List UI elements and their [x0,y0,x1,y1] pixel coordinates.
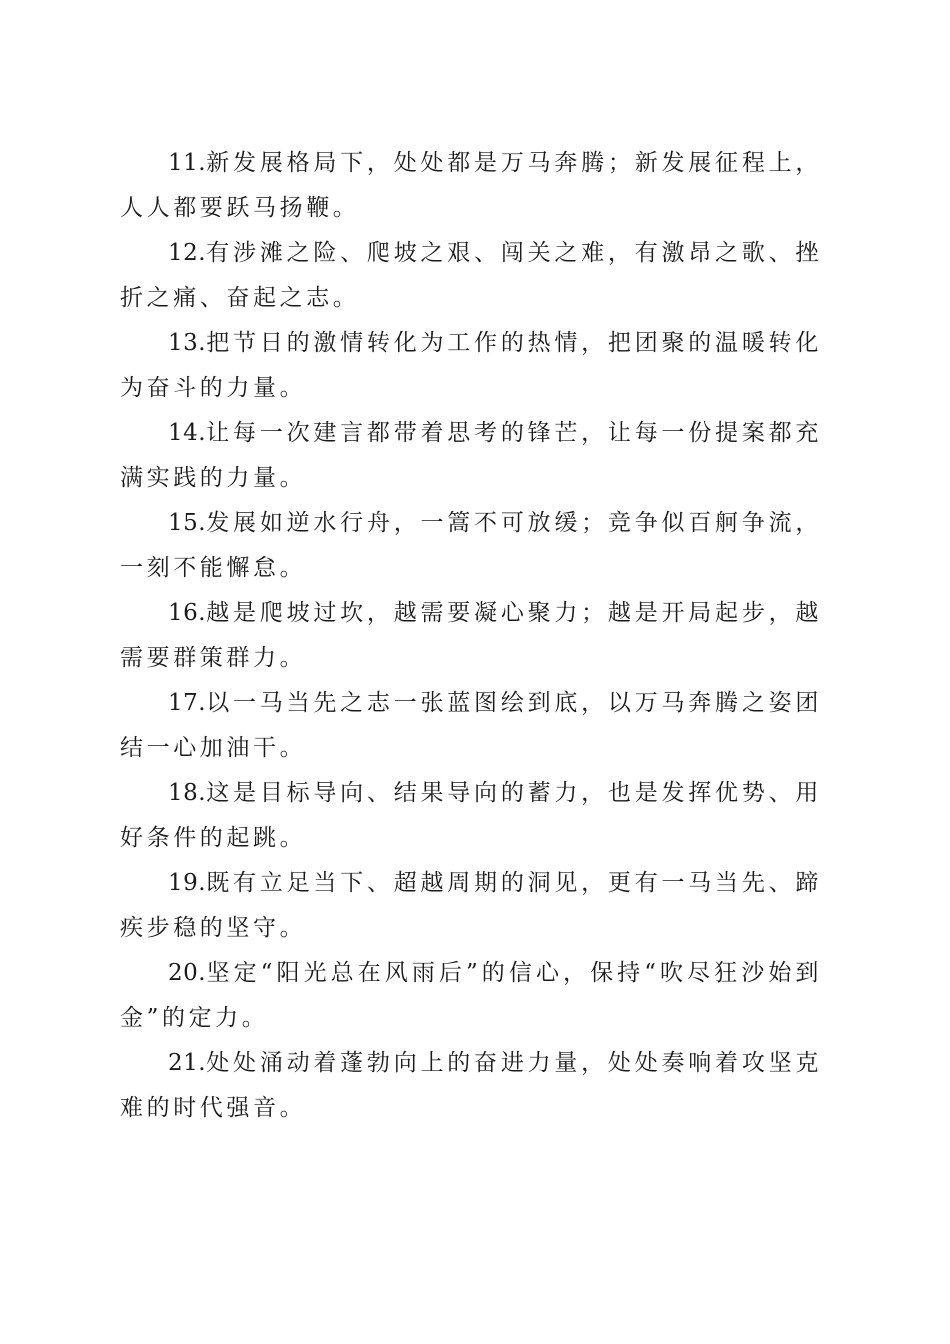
paragraph-number: 11. [168,150,207,176]
paragraph-text: 发展如逆水行舟，一篙不可放缓；竞争似百舸争流，一刻不能懈怠。 [120,510,822,581]
paragraph-text: 新发展格局下，处处都是万马奔腾；新发展征程上，人人都要跃马扬鞭。 [120,150,822,221]
paragraph-number: 17. [168,690,207,716]
paragraph-text: 这是目标导向、结果导向的蓄力，也是发挥优势、用好条件的起跳。 [120,780,822,851]
paragraph-11 [120,141,822,231]
paragraph-number: 21. [168,1050,207,1076]
paragraph-14 [120,411,822,501]
paragraph-text: 让每一次建言都带着思考的锋芒，让每一份提案都充满实践的力量。 [120,420,822,491]
paragraph-number: 15. [168,510,207,536]
paragraph-17 [120,681,822,771]
paragraph-text: 以一马当先之志一张蓝图绘到底，以万马奔腾之姿团结一心加油干。 [120,690,822,761]
paragraph-18 [120,771,822,861]
paragraph-text: 把节日的激情转化为工作的热情，把团聚的温暖转化为奋斗的力量。 [120,330,822,401]
paragraph-20 [120,951,822,1041]
paragraph-13 [120,321,822,411]
paragraph-number: 20. [168,960,207,986]
paragraph-number: 12. [168,240,207,266]
paragraph-number: 16. [168,600,207,626]
paragraph-12 [120,231,822,321]
paragraph-text: 处处涌动着蓬勃向上的奋进力量，处处奏响着攻坚克难的时代强音。 [120,1050,822,1121]
paragraph-number: 13. [168,330,207,356]
paragraph-number: 19. [168,870,207,896]
paragraph-number: 14. [168,420,207,446]
paragraph-21 [120,1041,822,1131]
paragraph-text: 坚定“阳光总在风雨后”的信心，保持“吹尽狂沙始到金”的定力。 [120,960,822,1031]
paragraph-text: 既有立足当下、超越周期的洞见，更有一马当先、蹄疾步稳的坚守。 [120,870,822,941]
paragraph-text: 越是爬坡过坎，越需要凝心聚力；越是开局起步，越需要群策群力。 [120,600,822,671]
paragraph-text: 有涉滩之险、爬坡之艰、闯关之难，有激昂之歌、挫折之痛、奋起之志。 [120,240,822,311]
paragraph-15 [120,501,822,591]
paragraph-19 [120,861,822,951]
paragraph-number: 18. [168,780,207,806]
document-body [120,141,822,1131]
paragraph-16 [120,591,822,681]
